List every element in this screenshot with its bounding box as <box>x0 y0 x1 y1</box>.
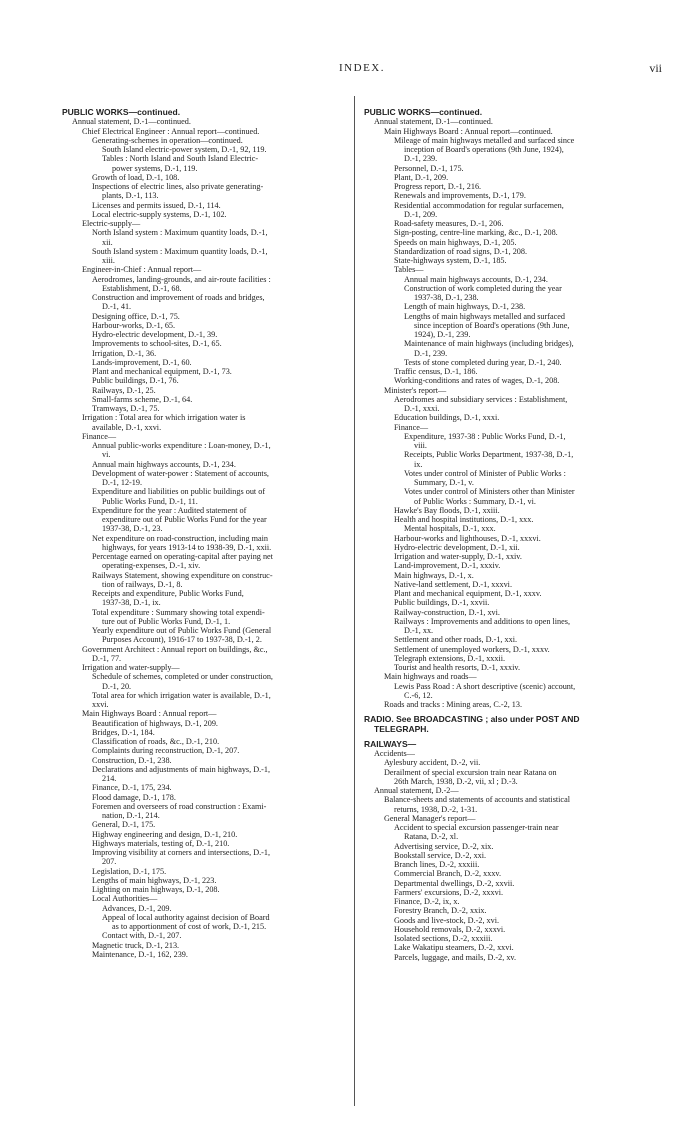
page-title: INDEX. <box>339 62 385 74</box>
index-column-right <box>364 108 666 962</box>
index-entry: Complaints during reconstruction, D.-1, 207. <box>92 746 240 756</box>
index-entry: Health and hospital institutions, D.-1, xxx. <box>394 515 534 524</box>
index-entry: Small-farms scheme, D.-1, 64. <box>92 394 193 404</box>
index-entry: of Public Works : Summary, D.-1, vi. <box>414 496 536 506</box>
index-entry: Lands-improvement, D.-1, 60. <box>92 357 192 367</box>
column-divider <box>354 96 355 1106</box>
index-entry: Branch lines, D.-2, xxxiii. <box>394 860 480 869</box>
index-entry: Declarations and adjustments of main highways, D.-1, <box>92 764 271 774</box>
index-entry: Lighting on main highways, D.-1, 208. <box>92 885 220 894</box>
index-entry: Public Works Fund, D.-1, 11. <box>102 496 198 506</box>
index-entry: Railways : Improvements and additions to open lines, <box>394 616 571 626</box>
index-entry: power systems, D.-1, 119. <box>112 163 198 173</box>
index-entry: Public buildings, D.-1, xxvii. <box>394 598 490 608</box>
index-entry: Isolated sections, D.-2, xxxiii. <box>394 934 493 943</box>
index-entry: Classification of roads, &c., D.-1, 210. <box>92 737 220 746</box>
index-entry: South Island electric-power system, D.-1, 92, 119. <box>102 145 267 154</box>
index-entry: Mileage of main highways metalled and surfaced since <box>394 135 575 145</box>
index-entry: Accidents— <box>374 749 415 758</box>
index-entry: Electric-supply— <box>82 219 141 228</box>
index-entry: Expenditure, 1937-38 : Public Works Fund, D.-1, <box>404 431 566 441</box>
index-entry: Railways, D.-1, 25. <box>92 385 156 395</box>
index-entry: Foremen and overseers of road construction : Exami- <box>92 801 267 811</box>
index-entry: as to apportionment of cost of work, D.-1, 215. <box>112 922 267 931</box>
index-entry: Railways Statement, showing expenditure on construc- <box>92 570 273 580</box>
index-entry: Net expenditure on road-construction, including main <box>92 533 268 543</box>
index-entry: Balance-sheets and statements of accounts and statistical <box>384 795 570 805</box>
index-entry: highways, for years 1913-14 to 1938-39, D.-1, xxii. <box>102 542 272 552</box>
index-entry: Lengths of main highways metalled and surfaced <box>404 311 565 321</box>
index-entry: Settlement of unemployed workers, D.-1, xxxv. <box>394 644 550 654</box>
index-entry: Annual statement, D.-1—continued. <box>72 117 191 127</box>
index-entry: Construction, D.-1, 238. <box>92 755 172 765</box>
index-entry: 207. <box>102 857 117 867</box>
index-entry: Education buildings, D.-1, xxxi. <box>394 413 500 423</box>
index-entry: Harbour-works and lighthouses, D.-1, xxxvi. <box>394 533 541 543</box>
index-entry: Annual public-works expenditure : Loan-money, D.-1, <box>92 441 271 450</box>
index-entry: expenditure out of Public Works Fund for the year <box>102 515 267 524</box>
index-entry: Local Authorities— <box>92 894 158 904</box>
index-entry: Finance— <box>82 431 117 441</box>
index-entry: Aerodromes and subsidiary services : Establishment, <box>394 394 568 404</box>
index-entry: Irrigation and water-supply, D.-1, xxiv. <box>394 552 522 561</box>
index-heading: PUBLIC WORKS—continued. <box>364 108 483 117</box>
index-entry: D.-1, xxxi. <box>404 404 440 413</box>
index-entry: Votes under control of Ministers other than Minister <box>404 487 575 497</box>
index-entry: Total expenditure : Summary showing total expendi- <box>92 607 265 617</box>
index-heading: PUBLIC WORKS—continued. <box>62 108 181 117</box>
index-entry: Legislation, D.-1, 175. <box>92 866 167 876</box>
index-entry: Bookstall service, D.-2, xxi. <box>394 850 487 860</box>
index-entry: Construction of work completed during the year <box>404 283 562 293</box>
index-entry: Appeal of local authority against decision of Board <box>102 912 270 922</box>
index-entry: 1924), D.-1, 239. <box>414 330 471 339</box>
index-entry: ture out of Public Works Fund, D.-1, 1. <box>102 616 231 626</box>
index-entry: Hydro-electric development, D.-1, 39. <box>92 330 218 339</box>
index-entry: Growth of load, D.-1, 108. <box>92 172 180 182</box>
index-entry: Designing office, D.-1, 75. <box>92 311 180 321</box>
index-entry: available, D.-1, xxvi. <box>92 422 162 432</box>
index-entry: Road-safety measures, D.-1, 206. <box>394 219 504 228</box>
index-entry: 1937-38, D.-1, ix. <box>102 598 161 608</box>
index-entry: Harbour-works, D.-1, 65. <box>92 320 176 330</box>
index-entry: Land-improvement, D.-1, xxxiv. <box>394 561 501 571</box>
index-entry: ix. <box>414 459 423 469</box>
index-entry: Telegraph extensions, D.-1, xxxii. <box>394 653 506 663</box>
index-entry: Lengths of main highways, D.-1, 223. <box>92 875 217 885</box>
index-entry: Renewals and improvements, D.-1, 179. <box>394 191 526 201</box>
index-entry: D.-1, 77. <box>92 653 122 663</box>
index-entry: Progress report, D.-1, 216. <box>394 182 482 191</box>
index-entry: D.-1, 239. <box>404 154 438 164</box>
index-entry: Main Highways Board : Annual report—continued. <box>384 126 553 136</box>
index-entry: Irrigation, D.-1, 36. <box>92 348 157 358</box>
index-entry: Parcels, luggage, and mails, D.-2, xv. <box>394 952 517 962</box>
index-entry: Working-conditions and rates of wages, D.-1, 208. <box>394 376 560 386</box>
index-entry: viii. <box>414 441 427 450</box>
index-entry: D.-1, 41. <box>102 302 132 312</box>
index-entry: Forestry Branch, D.-2, xxix. <box>394 906 487 916</box>
index-entry: 214. <box>102 774 117 783</box>
index-entry: Lewis Pass Road : A short descriptive (scenic) account, <box>394 681 576 691</box>
index-entry: Engineer-in-Chief : Annual report— <box>82 265 202 275</box>
index-entry: General Manager's report— <box>384 813 476 823</box>
index-entry: nation, D.-1, 214. <box>102 811 160 820</box>
index-entry: Yearly expenditure out of Public Works Fund (General <box>92 626 272 635</box>
index-entry: Settlement and other roads, D.-1, xxi. <box>394 635 518 645</box>
index-entry: Aerodromes, landing-grounds, and air-route facilities : <box>92 274 271 284</box>
index-entry: since inception of Board's operations (9th June, <box>414 320 570 330</box>
index-entry: Generating-schemes in operation—continued. <box>92 135 243 145</box>
index-entry: State-highways system, D.-1, 185. <box>394 256 507 265</box>
index-entry: Standardization of road signs, D.-1, 208. <box>394 246 528 256</box>
index-heading: RAILWAYS— <box>364 739 417 749</box>
index-entry: Finance— <box>394 422 429 432</box>
index-entry: xiii. <box>102 256 115 265</box>
index-entry: inception of Board's operations (9th June, 1924), <box>404 145 564 154</box>
index-entry: Annual main highways accounts, D.-1, 234. <box>92 459 236 469</box>
index-entry: Finance, D.-1, 175, 234. <box>92 783 172 793</box>
index-entry: D.-1, 209. <box>404 209 438 219</box>
index-entry: Roads and tracks : Mining areas, C.-2, 13. <box>384 700 523 709</box>
index-entry: Household removals, D.-2, xxxvi. <box>394 924 506 934</box>
index-entry: 1937-38, D.-1, 23. <box>102 524 163 534</box>
index-entry: tion of railways, D.-1, 8. <box>102 579 183 589</box>
index-entry: Departmental dwellings, D.-2, xxvii. <box>394 878 515 888</box>
index-entry: Plant, D.-1, 209. <box>394 172 449 182</box>
index-entry: Bridges, D.-1, 184. <box>92 727 155 737</box>
index-entry: D.-1, 12-19. <box>102 478 143 487</box>
index-entry: D.-1, 20. <box>102 681 132 691</box>
index-entry: South Island system : Maximum quantity loads, D.-1, <box>92 246 268 256</box>
index-entry: Highway engineering and design, D.-1, 210. <box>92 829 238 839</box>
index-entry: Local electric-supply systems, D.-1, 102. <box>92 209 227 219</box>
index-entry: Goods and live-stock, D.-2, xvi. <box>394 915 500 925</box>
index-entry: D.-1, xx. <box>404 626 434 635</box>
index-entry: D.-1, 239. <box>414 348 448 358</box>
index-entry: Mental hospitals, D.-1, xxx. <box>404 524 496 534</box>
index-entry: Personnel, D.-1, 175. <box>394 163 464 173</box>
index-entry: Ratana, D.-2, xl. <box>404 832 459 842</box>
page-header <box>62 62 662 80</box>
index-entry: Schedule of schemes, completed or under construction, <box>92 672 273 682</box>
index-entry: Sign-posting, centre-line marking, &c., D.-1, 208. <box>394 228 558 238</box>
page-number: vii <box>649 61 662 75</box>
index-entry: Development of water-power : Statement of accounts, <box>92 468 269 478</box>
index-entry: Votes under control of Minister of Public Works : <box>404 468 566 478</box>
index-entry: Tramways, D.-1, 75. <box>92 404 160 413</box>
index-entry: Lake Wakatipu steamers, D.-2, xxvi. <box>394 943 514 953</box>
index-entry: Receipts, Public Works Department, 1937-38, D.-1, <box>404 450 574 460</box>
index-entry: Aylesbury accident, D.-2, vii. <box>384 758 481 768</box>
index-entry: Tables— <box>394 265 424 275</box>
index-entry: Establishment, D.-1, 68. <box>102 283 182 293</box>
index-entry: Advances, D.-1, 209. <box>102 903 172 913</box>
index-entry: Native-land settlement, D.-1, xxxvi. <box>394 579 513 589</box>
index-entry: Public buildings, D.-1, 76. <box>92 376 179 386</box>
index-entry: Beautification of highways, D.-1, 209. <box>92 718 218 728</box>
index-entry: Summary, D.-1, v. <box>414 478 474 487</box>
index-entry: Main highways and roads— <box>384 672 477 682</box>
index-entry: 26th March, 1938, D.-2, vii, xl ; D.-3. <box>394 776 518 786</box>
index-entry: Plant and mechanical equipment, D.-1, xxxv. <box>394 589 542 598</box>
index-entry: Annual statement, D.-2— <box>374 786 459 795</box>
index-entry: Residential accommodation for regular surfacemen, <box>394 200 564 210</box>
index-entry: Farmers' excursions, D.-2, xxxvi. <box>394 887 504 897</box>
index-entry: Percentage earned on operating-capital after paying net <box>92 552 273 561</box>
index-entry: Tourist and health resorts, D.-1, xxxiv. <box>394 663 521 672</box>
index-entry: Hawke's Bay floods, D.-1, xxiii. <box>394 505 500 515</box>
index-entry: Minister's report— <box>384 385 447 395</box>
index-entry: Plant and mechanical equipment, D.-1, 73. <box>92 367 232 376</box>
index-entry: Speeds on main highways, D.-1, 205. <box>394 237 517 247</box>
index-heading: TELEGRAPH. <box>374 724 429 734</box>
index-entry: Tests of stone completed during year, D.-1, 240. <box>404 357 562 367</box>
index-entry: Annual statement, D.-1—continued. <box>374 117 493 127</box>
index-entry: Railway-construction, D.-1, xvi. <box>394 607 500 617</box>
index-entry: Main highways, D.-1, x. <box>394 570 474 580</box>
index-entry: Accident to special excursion passenger-train near <box>394 823 559 832</box>
index-entry: General, D.-1, 175. <box>92 820 156 830</box>
index-entry: Length of main highways, D.-1, 238. <box>404 302 526 312</box>
index-entry: Commercial Branch, D.-2, xxxv. <box>394 869 502 879</box>
index-entry: Main Highways Board : Annual report— <box>82 709 217 719</box>
index-entry: 1937-38, D.-1, 238. <box>414 293 479 302</box>
index-entry: plants, D.-1, 113. <box>102 191 159 201</box>
index-entry: Improvements to school-sites, D.-1, 65. <box>92 339 222 349</box>
index-entry: xxvi. <box>92 700 109 709</box>
index-column-left <box>62 108 345 959</box>
index-entry: Government Architect : Annual report on buildings, &c., <box>82 644 268 654</box>
index-entry: Contact with, D.-1, 207. <box>102 931 182 941</box>
index-entry: Traffic census, D.-1, 186. <box>394 367 478 376</box>
index-entry: operating-expenses, D.-1, xiv. <box>102 561 201 571</box>
index-entry: Chief Electrical Engineer : Annual report—continued. <box>82 126 260 136</box>
index-entry: C.-6, 12. <box>404 690 433 700</box>
index-entry: North Island system : Maximum quantity loads, D.-1, <box>92 228 268 238</box>
index-entry: Irrigation : Total area for which irrigation water is <box>82 413 246 423</box>
index-entry: Licenses and permits issued, D.-1, 114. <box>92 200 221 210</box>
index-entry: Magnetic truck, D.-1, 213. <box>92 940 180 950</box>
index-entry: Total area for which irrigation water is available, D.-1, <box>92 690 271 700</box>
index-entry: Derailment of special excursion train near Ratana on <box>384 767 557 777</box>
index-entry: Inspections of electric lines, also private generating- <box>92 182 264 191</box>
index-entry: returns, 1938, D.-2, 1-31. <box>394 804 478 814</box>
index-entry: Receipts and expenditure, Public Works Fund, <box>92 589 244 598</box>
index-entry: Annual main highways accounts, D.-1, 234. <box>404 274 548 284</box>
index-entry: Purposes Account), 1916-17 to 1937-38, D.-1, 2. <box>102 635 262 645</box>
index-entry: vi. <box>102 450 111 460</box>
index-entry: Flood damage, D.-1, 178. <box>92 792 176 802</box>
index-entry: Hydro-electric development, D.-1, xii. <box>394 542 520 552</box>
index-heading: RADIO. See BROADCASTING ; also under POST AND <box>364 715 580 725</box>
index-entry: Improving visibility at corners and intersections, D.-1, <box>92 848 271 857</box>
index-entry: Maintenance of main highways (including bridges), <box>404 339 574 349</box>
index-entry: Expenditure and liabilities on public buildings out of <box>92 487 266 497</box>
index-entry: Tables : North Island and South Island Electric- <box>102 154 259 164</box>
index-entry: Advertising service, D.-2, xix. <box>394 841 494 851</box>
index-entry: Maintenance, D.-1, 162, 239. <box>92 949 188 959</box>
index-entry: Expenditure for the year : Audited statement of <box>92 505 247 515</box>
index-entry: Finance, D.-2, ix, x. <box>394 897 460 906</box>
index-entry: Irrigation and water-supply— <box>82 663 180 672</box>
index-entry: xii. <box>102 237 113 247</box>
index-entry: Construction and improvement of roads and bridges, <box>92 293 265 302</box>
index-entry: Highways materials, testing of, D.-1, 210. <box>92 838 230 848</box>
